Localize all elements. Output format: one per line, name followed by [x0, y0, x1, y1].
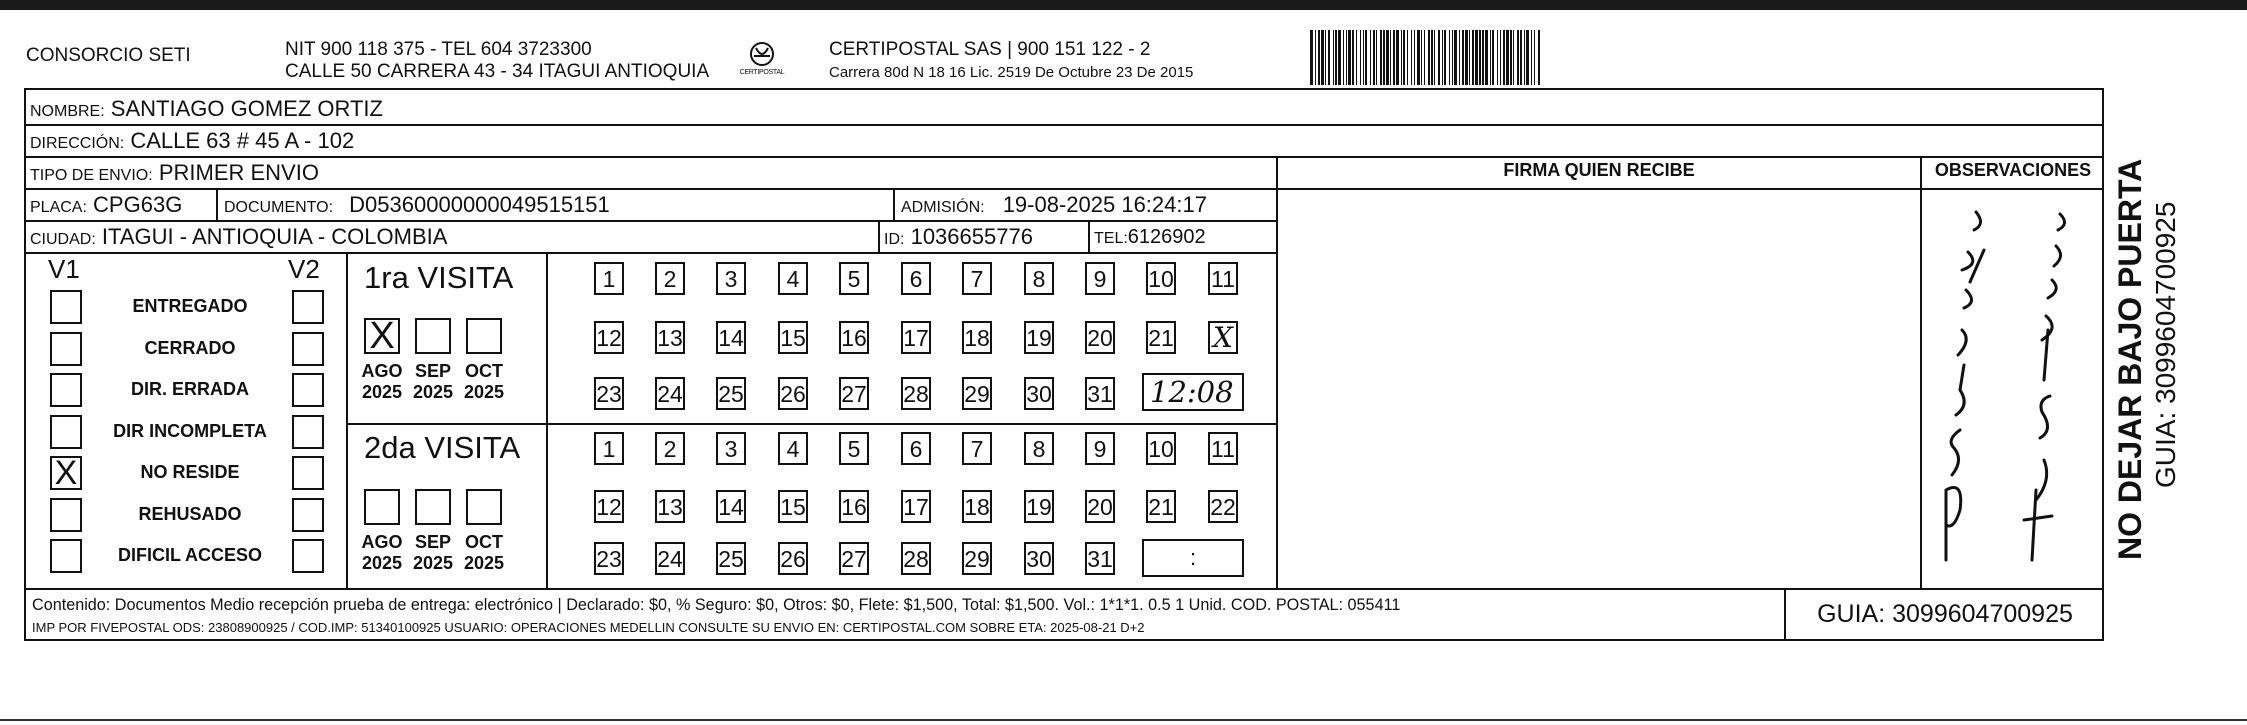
month-label — [406, 532, 460, 574]
v2-checkbox[interactable] — [292, 456, 324, 490]
v1-label: V1 — [48, 254, 80, 284]
day-box[interactable] — [962, 321, 992, 354]
day-number: 24 — [657, 381, 683, 407]
day-number: 3 — [724, 436, 738, 462]
day-number: 31 — [1087, 381, 1113, 407]
day-box[interactable] — [655, 432, 685, 465]
day-box[interactable] — [1146, 321, 1176, 354]
month-year: 2025 — [412, 553, 454, 573]
day-box[interactable] — [778, 321, 808, 354]
v1-checkbox[interactable] — [50, 415, 82, 449]
day-number: 17 — [903, 325, 929, 351]
day-box[interactable] — [901, 490, 931, 523]
day-number: 23 — [596, 546, 622, 572]
day-number: 18 — [964, 494, 990, 520]
day-number: 26 — [780, 546, 806, 572]
day-box[interactable] — [1085, 321, 1115, 354]
day-number: 25 — [718, 546, 744, 572]
footer-guia: GUIA: 3099604700925 — [1817, 600, 2073, 628]
day-box[interactable] — [594, 321, 624, 354]
placa-value: CPG63G — [93, 192, 183, 217]
day-number: 21 — [1148, 494, 1174, 520]
footer-contenido: Contenido: Documentos Medio recepción prueba de entrega: electrónico | Declarado: $0, % Seguro: $0, Otros: $0, Flete: $1,500, Total: $1,500. Vol.: 1*1*1. 0.5 1 Unid. COD. POSTAL: 055411 — [32, 596, 1401, 614]
day-number: 1 — [602, 436, 616, 462]
v2-checkbox[interactable] — [292, 332, 324, 366]
month-checkbox[interactable] — [364, 489, 400, 525]
day-number: 28 — [903, 381, 929, 407]
day-number: 14 — [718, 494, 744, 520]
day-number: 10 — [1148, 436, 1174, 462]
month-name: AGO — [361, 532, 403, 552]
day-number: 31 — [1087, 546, 1113, 572]
day-box[interactable] — [594, 377, 624, 410]
day-box[interactable] — [778, 542, 808, 575]
day-number: 4 — [786, 266, 800, 292]
v2-checkbox[interactable] — [292, 290, 324, 324]
side-guia: GUIA: 3099604700925 — [2150, 201, 2181, 488]
day-box[interactable] — [655, 377, 685, 410]
month-name: SEP — [414, 361, 452, 381]
barcode — [1310, 30, 1908, 85]
month-checkbox[interactable] — [466, 489, 502, 525]
v2-checkbox[interactable] — [292, 373, 324, 407]
status-label: DIFICIL ACCESO — [117, 545, 262, 565]
v1-checkbox[interactable] — [50, 332, 82, 366]
day-number: 20 — [1087, 494, 1113, 520]
day-box[interactable] — [901, 321, 931, 354]
company-name: CONSORCIO SETI — [26, 45, 191, 66]
visita1-title: 1ra VISITA — [364, 260, 514, 295]
day-box[interactable] — [1024, 377, 1054, 410]
day-number: 9 — [1093, 436, 1107, 462]
day-box[interactable] — [839, 377, 869, 410]
day-check-mark: X — [1213, 321, 1233, 354]
firma-area[interactable] — [1278, 190, 1920, 588]
day-number: 1 — [602, 266, 616, 292]
day-number: 8 — [1032, 436, 1046, 462]
admision-value: 19-08-2025 16:24:17 — [1002, 192, 1207, 217]
day-box[interactable] — [1208, 490, 1238, 523]
day-box[interactable] — [839, 321, 869, 354]
day-number: 18 — [964, 325, 990, 351]
day-box[interactable] — [1146, 490, 1176, 523]
month-year: 2025 — [361, 553, 403, 573]
day-number: 7 — [970, 266, 984, 292]
direccion-value: CALLE 63 # 45 A - 102 — [130, 128, 355, 153]
day-box[interactable] — [594, 542, 624, 575]
status-label: ENTREGADO — [132, 296, 248, 316]
day-number: 5 — [847, 436, 861, 462]
v1-checkbox[interactable] — [50, 456, 82, 490]
day-number: 8 — [1032, 266, 1046, 292]
day-box[interactable] — [716, 377, 746, 410]
month-check-mark: X — [369, 315, 395, 357]
day-box[interactable] — [901, 262, 931, 295]
day-number: 13 — [657, 325, 683, 351]
visita1-time-field[interactable] — [1142, 373, 1244, 411]
tipo-value: PRIMER ENVIO — [158, 160, 319, 185]
day-number: 30 — [1026, 546, 1052, 572]
day-box[interactable] — [778, 432, 808, 465]
day-number: 17 — [903, 494, 929, 520]
month-label — [457, 361, 511, 403]
day-box[interactable] — [1208, 432, 1238, 465]
day-box[interactable] — [716, 432, 746, 465]
day-number: 30 — [1026, 381, 1052, 407]
day-number: 28 — [903, 546, 929, 572]
day-box[interactable] — [1085, 262, 1115, 295]
status-label: CERRADO — [144, 337, 236, 358]
v2-checkbox[interactable] — [292, 415, 324, 449]
day-number: 10 — [1148, 266, 1174, 292]
nombre-row — [30, 96, 383, 122]
v1-checkbox[interactable] — [50, 539, 82, 573]
tipo-row — [30, 160, 319, 186]
day-box[interactable] — [1085, 490, 1115, 523]
day-box[interactable] — [655, 542, 685, 575]
v1-checkbox[interactable] — [50, 373, 82, 407]
footer-imp: IMP POR FIVEPOSTAL ODS: 23808900925 / COD.IMP: 51340100925 USUARIO: OPERACIONES MEDELLIN CONSULTE SU ENVIO EN: CERTIPOSTAL.COM SOBRE ETA: 2025-08-21 D+2 — [32, 620, 1145, 635]
bottom-scan-edge — [0, 719, 2247, 721]
v1-checkbox[interactable] — [50, 498, 82, 532]
admision-cell — [901, 192, 1207, 218]
day-box[interactable] — [655, 321, 685, 354]
day-box[interactable] — [716, 321, 746, 354]
month-year: 2025 — [361, 382, 403, 402]
ciudad-cell — [30, 224, 447, 250]
day-number: 12 — [596, 494, 622, 520]
day-number: 21 — [1148, 325, 1174, 351]
month-label — [406, 361, 460, 403]
day-number: 27 — [841, 546, 867, 572]
day-box[interactable] — [1146, 262, 1176, 295]
day-number: 19 — [1026, 325, 1052, 351]
v2-checkbox[interactable] — [292, 539, 324, 573]
placa-label: PLACA: — [30, 199, 87, 216]
nit-line: NIT 900 118 375 - TEL 604 3723300 — [285, 39, 592, 60]
day-box[interactable] — [839, 432, 869, 465]
day-box[interactable] — [1024, 432, 1054, 465]
month-checkbox[interactable] — [415, 318, 451, 354]
day-number: 25 — [718, 381, 744, 407]
logo-text: CERTIPOSTAL — [739, 69, 785, 76]
day-number: 6 — [909, 436, 923, 462]
month-year: 2025 — [463, 553, 505, 573]
nombre-label: NOMBRE: — [30, 103, 105, 120]
day-box[interactable] — [1085, 432, 1115, 465]
day-box[interactable] — [1146, 432, 1176, 465]
observaciones-handwriting — [1924, 190, 2102, 588]
day-box[interactable] — [962, 262, 992, 295]
id-cell — [884, 224, 1033, 250]
day-number: 6 — [909, 266, 923, 292]
v2-checkbox[interactable] — [292, 498, 324, 532]
month-checkbox[interactable] — [415, 489, 451, 525]
day-box[interactable] — [962, 542, 992, 575]
day-number: 11 — [1211, 266, 1235, 292]
admision-label: ADMISIÓN: — [901, 199, 985, 216]
address-line: CALLE 50 CARRERA 43 - 34 ITAGUI ANTIOQUIA — [285, 61, 710, 82]
day-number: 16 — [841, 494, 867, 520]
day-box[interactable] — [594, 262, 624, 295]
visita2-time-field[interactable] — [1142, 539, 1244, 577]
day-box[interactable] — [1024, 490, 1054, 523]
day-box[interactable] — [839, 490, 869, 523]
documento-label: DOCUMENTO: — [224, 199, 334, 216]
month-label — [355, 361, 409, 403]
day-box[interactable] — [962, 377, 992, 410]
day-box[interactable] — [778, 262, 808, 295]
day-number: 29 — [964, 546, 990, 572]
day-number: 29 — [964, 381, 990, 407]
status-label: DIR INCOMPLETA — [113, 420, 267, 441]
ciudad-label: CIUDAD: — [30, 231, 96, 248]
visita1-time-handwritten: 12:08 — [1150, 375, 1234, 409]
day-number: 14 — [718, 325, 744, 351]
day-box[interactable] — [1208, 321, 1238, 354]
day-number: 7 — [970, 436, 984, 462]
month-name: OCT — [465, 532, 503, 552]
v1-checkbox[interactable] — [50, 290, 82, 324]
day-number: 9 — [1093, 266, 1107, 292]
direccion-row — [30, 128, 354, 154]
id-value: 1036655776 — [910, 224, 1033, 249]
month-checkbox[interactable] — [364, 315, 400, 357]
placa-cell — [30, 192, 182, 218]
direccion-label: DIRECCIÓN: — [30, 135, 125, 152]
day-number: 5 — [847, 266, 861, 292]
day-box[interactable] — [716, 490, 746, 523]
day-box[interactable] — [839, 542, 869, 575]
status-label: NO RESIDE — [140, 462, 240, 482]
firma-header: FIRMA QUIEN RECIBE — [1503, 160, 1695, 180]
day-box[interactable] — [901, 542, 931, 575]
documento-cell — [224, 192, 610, 218]
day-box[interactable] — [1085, 542, 1115, 575]
day-box[interactable] — [716, 542, 746, 575]
day-number: 20 — [1087, 325, 1113, 351]
month-checkbox[interactable] — [466, 318, 502, 354]
day-number: 27 — [841, 381, 867, 407]
day-box[interactable] — [1208, 262, 1238, 295]
month-name: OCT — [465, 361, 503, 381]
day-box[interactable] — [778, 490, 808, 523]
day-number: 4 — [786, 436, 800, 462]
day-number: 3 — [724, 266, 738, 292]
month-year: 2025 — [463, 382, 505, 402]
status-label: DIR. ERRADA — [130, 379, 249, 399]
day-number: 19 — [1026, 494, 1052, 520]
ciudad-value: ITAGUI - ANTIOQUIA - COLOMBIA — [101, 224, 448, 249]
day-box[interactable] — [1024, 262, 1054, 295]
tel-cell — [1094, 226, 1206, 249]
day-box[interactable] — [778, 377, 808, 410]
month-label — [457, 532, 511, 574]
month-name: SEP — [414, 532, 452, 552]
nombre-value: SANTIAGO GOMEZ ORTIZ — [110, 96, 383, 121]
day-number: 23 — [596, 381, 622, 407]
v1-check-mark: X — [54, 454, 78, 492]
day-number: 12 — [596, 325, 622, 351]
tipo-label: TIPO DE ENVIO: — [30, 167, 153, 184]
documento-value: D05360000000049515151 — [349, 192, 610, 217]
visita2-title: 2da VISITA — [364, 430, 521, 465]
no-dejar-bajo-puerta: NO DEJAR BAJO PUERTA — [2112, 158, 2148, 560]
day-number: 24 — [657, 546, 683, 572]
day-box[interactable] — [716, 262, 746, 295]
day-number: 15 — [780, 494, 806, 520]
day-box[interactable] — [594, 490, 624, 523]
day-box[interactable] — [594, 432, 624, 465]
id-label: ID: — [884, 231, 905, 248]
certipostal-logo — [732, 38, 792, 86]
day-box[interactable] — [655, 262, 685, 295]
top-scan-edge — [0, 0, 2247, 10]
day-number: 22 — [1210, 494, 1236, 520]
day-box[interactable] — [962, 490, 992, 523]
license-line: Carrera 80d N 18 16 Lic. 2519 De Octubre 23 De 2015 — [829, 64, 1194, 81]
day-box[interactable] — [1024, 542, 1054, 575]
day-number: 26 — [780, 381, 806, 407]
day-number: 13 — [657, 494, 683, 520]
status-label: REHUSADO — [138, 503, 242, 524]
day-box[interactable] — [1024, 321, 1054, 354]
visita2-time-separator: : — [1189, 545, 1197, 570]
certipostal-line: CERTIPOSTAL SAS | 900 151 122 - 2 — [829, 39, 1151, 60]
day-box[interactable] — [839, 262, 869, 295]
day-number: 16 — [841, 325, 867, 351]
day-number: 11 — [1211, 436, 1235, 462]
month-year: 2025 — [412, 382, 454, 402]
day-box[interactable] — [901, 377, 931, 410]
tel-value: 6126902 — [1127, 226, 1206, 248]
day-box[interactable] — [901, 432, 931, 465]
month-name: AGO — [361, 361, 403, 381]
month-label — [355, 532, 409, 574]
day-number: 2 — [663, 436, 677, 462]
day-box[interactable] — [1085, 377, 1115, 410]
day-box[interactable] — [962, 432, 992, 465]
tel-label: TEL: — [1094, 230, 1128, 247]
observaciones-header: OBSERVACIONES — [1934, 160, 2092, 180]
day-box[interactable] — [655, 490, 685, 523]
day-number: 2 — [663, 266, 677, 292]
v2-label: V2 — [288, 254, 320, 284]
day-number: 15 — [780, 325, 806, 351]
